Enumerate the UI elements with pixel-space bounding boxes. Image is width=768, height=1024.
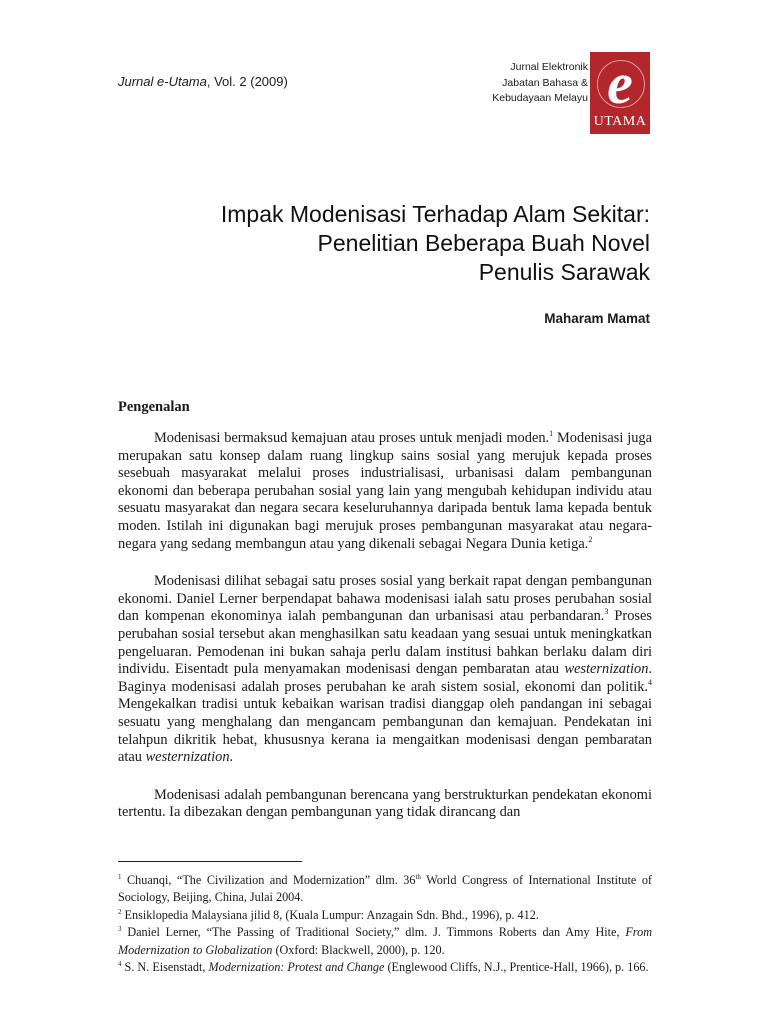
logo-wordmark: UTAMA xyxy=(593,114,647,129)
italic-term: westernization xyxy=(145,749,230,766)
footnote-1 xyxy=(118,872,652,907)
paragraph-text: Modenisasi adalah pembangunan berencana yang berstrukturkan pendekatan ekonomi tertentu. Ia dibezakan dengan pembangunan yang tidak dirancang dan xyxy=(118,786,652,821)
footnote-ref-1[interactable]: 1 xyxy=(549,429,554,439)
footnote-4 xyxy=(118,959,652,976)
paragraph-3 xyxy=(118,787,652,822)
paragraph-text: Mengekalkan tradisi untuk kebaikan warisan tradisi dianggap oleh pandangan ini sebagai sesuatu yang menghalang dan mengancam pembangunan dan kemajuan. Pendekatan ini telahpun dikritik hebat, khususnya kerana ia mengaitkan modenisasi dengan pembaratan atau xyxy=(118,696,652,766)
book-title: Modernization: Protest and Change xyxy=(208,960,385,975)
footnote-text: (Oxford: Blackwell, 2000), p. 120. xyxy=(272,942,445,957)
dept-line-1: Jurnal Elektronik xyxy=(510,61,588,73)
paragraph-text: . Baginya modenisasi adalah proses perubahan ke arah sistem sosial, ekonomi dan politik. xyxy=(118,661,652,695)
footnote-text: S. N. Eisenstadt, xyxy=(121,960,209,975)
footnote-text: Daniel Lerner, “The Passing of Traditional Society,” dlm. J. Timmons Roberts dan Amy Hite, xyxy=(121,925,626,940)
journal-name: Jurnal e-Utama xyxy=(118,74,207,89)
footnotes xyxy=(118,872,652,976)
e-utama-logo xyxy=(590,52,650,134)
footnote-2 xyxy=(118,907,652,924)
journal-reference xyxy=(118,74,288,89)
footnote-3 xyxy=(118,924,652,959)
paragraph-text: . xyxy=(229,749,234,766)
footnote-divider xyxy=(118,861,302,862)
footnote-text: Chuanqi, “The Civilization and Modernization” dlm. 36 xyxy=(121,873,416,887)
footnote-number: 2 xyxy=(118,907,122,916)
footnote-number: 4 xyxy=(118,959,122,968)
italic-term: westernization xyxy=(564,661,649,678)
section-heading: Pengenalan xyxy=(118,399,190,415)
article-body xyxy=(118,430,652,842)
book-title: From Modernization to Globalization xyxy=(118,925,652,957)
journal-volume: , Vol. 2 (2009) xyxy=(206,74,288,89)
paragraph-text: Proses perubahan sosial tersebut akan menghasilkan satu keadaan yang sesuai untuk meningkatkan pengeluaran. Pemodenan ini bukan sahaja perlu dalam institusi bahkan berlaku dalam diri individu. Eisentadt pula menyamakan modenisasi dengan pembaratan atau xyxy=(118,608,652,678)
footnote-text: (Englewood Cliffs, N.J., Prentice-Hall, 1966), p. 166. xyxy=(384,960,649,975)
department-info xyxy=(462,60,588,107)
footnote-ref-4[interactable]: 4 xyxy=(648,677,652,687)
article-title xyxy=(130,200,650,287)
paragraph-text: Modenisasi dilihat sebagai satu proses sosial yang berkait rapat dengan pembangunan ekonomi. Daniel Lerner berpendapat bahawa modenisasi ialah satu proses perubahan sosial dan kompenan ekonominya ialah pembangunan dan urbanisasi atau perbandaran. xyxy=(118,573,652,625)
footnote-text: Ensiklopedia Malaysiana jilid 8, (Kuala Lumpur: Anzagain Sdn. Bhd., 1996), p. 412. xyxy=(121,907,539,922)
article-author: Maharam Mamat xyxy=(544,311,650,326)
dept-line-2: Jabatan Bahasa & xyxy=(502,76,588,89)
footnote-number: 1 xyxy=(118,872,122,881)
dept-line-3: Kebudayaan Melayu xyxy=(492,92,588,104)
footnote-number: 3 xyxy=(118,925,122,934)
paragraph-text: Modenisasi bermaksud kemajuan atau proses untuk menjadi moden. xyxy=(154,430,550,446)
title-line-3: Penulis Sarawak xyxy=(478,259,650,285)
title-line-1: Impak Modenisasi Terhadap Alam Sekitar: xyxy=(220,201,650,227)
paragraph-1 xyxy=(118,430,652,553)
footnote-ref-3[interactable]: 3 xyxy=(604,607,609,617)
ordinal-suffix: th xyxy=(415,872,421,881)
footnote-ref-2[interactable]: 2 xyxy=(588,534,593,544)
logo-letter: e xyxy=(607,52,633,116)
title-line-2: Penelitian Beberapa Buah Novel xyxy=(317,230,650,256)
paragraph-text: Modenisasi juga merupakan satu konsep dalam ruang lingkup sains sosial yang merujuk kepada proses sesebuah masyarakat melalui proses industrialisasi, urbanisasi dalam pembangunan ekonomi dan beberapa perubahan sosial yang lain yang mengubah kehidupan individu atau sesuatu masyarakat dan negara secara keseluruhannya daripada bentuk lama kepada bentuk moden. Istilah ini digunakan bagi merujuk proses pembangunan masyarakat atau negara-negara yang sedang membangun atau yang dikenali sebagai Negara Dunia ketiga. xyxy=(118,430,652,552)
paragraph-2 xyxy=(118,573,652,767)
footnote-text: World Congress of International Institute of Sociology, Beijing, China, Julai 2004. xyxy=(118,873,652,905)
